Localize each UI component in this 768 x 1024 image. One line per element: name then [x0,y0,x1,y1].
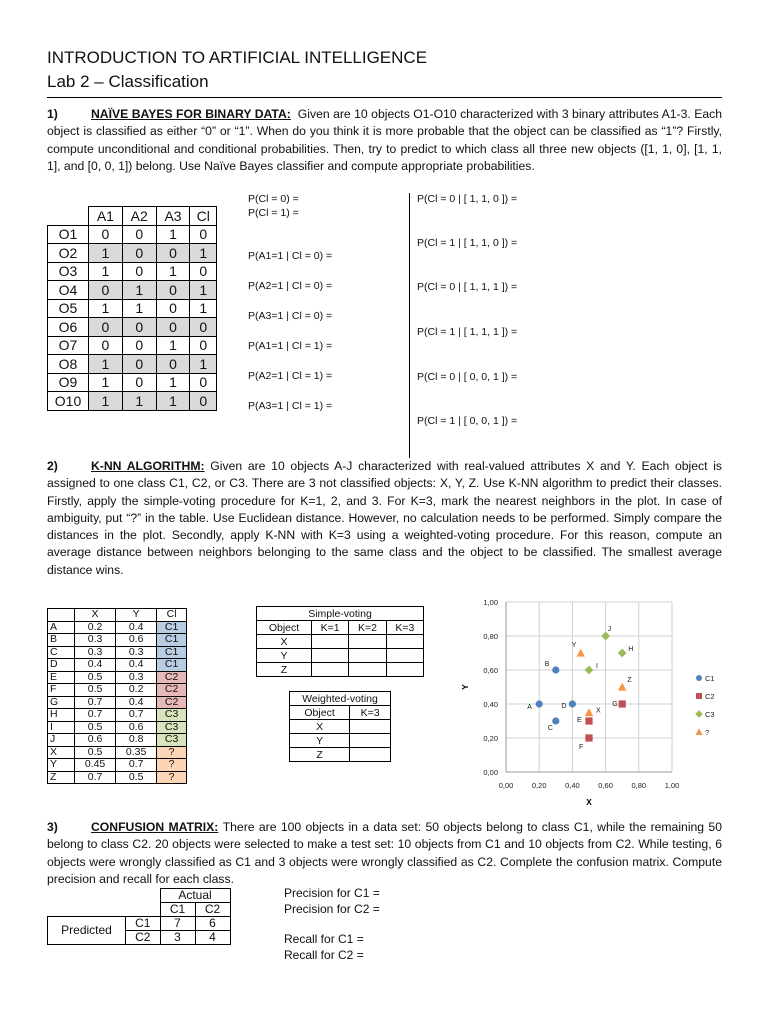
simple_voting-object: Z [257,663,312,677]
point-label: X [596,707,601,715]
point-h [618,649,627,658]
knn-header-cell: X [75,609,116,622]
weighted_voting-title-row [290,692,391,706]
simple_voting-header: K=3 [386,621,423,635]
legend-label: ? [705,728,710,737]
nb-cell: 0 [89,336,123,355]
nb-row [48,244,217,263]
nb-object-label: O10 [48,392,89,411]
x-tick-label: 0,20 [531,781,547,790]
weighted_voting-answer-cell[interactable] [350,748,391,762]
section-3-heading: CONFUSION MATRIX: [91,820,219,834]
probability-line: P(Cl = 1) = [248,207,299,219]
nb-row [48,262,217,281]
y-axis-label: Y [460,684,470,690]
nb-cell: 0 [156,281,190,300]
knn-object-label: G [48,696,75,709]
nb-cell: 1 [190,355,217,374]
knn-cell: ? [157,771,187,784]
knn-row [48,721,187,734]
knn-cell: C1 [157,621,187,634]
nb-object-label: O9 [48,373,89,392]
knn-cell: C3 [157,734,187,747]
knn-row [48,759,187,772]
simple_voting-title-row [257,607,424,621]
knn-row [48,771,187,784]
weighted_voting-row [290,734,391,748]
nb-row [48,281,217,300]
nb-cell: 1 [156,336,190,355]
weighted_voting-row [290,748,391,762]
legend-label: C3 [705,710,715,719]
simple_voting-header: K=1 [312,621,349,635]
cm-corner [48,903,126,917]
knn-cell: C1 [157,646,187,659]
knn-cell: C1 [157,634,187,647]
knn-cell: C3 [157,721,187,734]
nb-header-cell: Cl [190,207,217,226]
point-y [577,649,585,657]
knn-header-cell [48,609,75,622]
point-label: A [527,704,532,711]
section-3-paragraph [47,819,722,888]
nb-cell: 0 [190,336,217,355]
knn-cell: 0.2 [75,621,116,634]
point-d [569,700,576,707]
section-3-number: 3) [47,820,58,834]
knn-row [48,646,187,659]
nb-row [48,355,217,374]
posterior-line: P(Cl = 0 | [ 1, 1, 0 ]) = [417,193,518,205]
point-a [536,700,543,707]
nb-cell: 0 [190,225,217,244]
nb-object-label: O4 [48,281,89,300]
x-axis-label: X [586,797,592,807]
nb-cell: 0 [122,336,156,355]
posterior-line: P(Cl = 0 | [ 1, 1, 1 ]) = [417,281,518,293]
nb-cell: 0 [190,392,217,411]
nb-header-cell: A2 [122,207,156,226]
knn-cell: 0.6 [116,721,157,734]
cm-row-header: C1 [126,917,161,931]
posterior-line: P(Cl = 1 | [ 1, 1, 0 ]) = [417,237,518,249]
point-z [618,683,626,691]
metrics-spacer [284,917,380,932]
knn-row [48,659,187,672]
nb-object-label: O5 [48,299,89,318]
simple_voting-header-row [257,621,424,635]
precision-c1: Precision for C1 = [284,886,380,900]
knn-cell: 0.2 [116,684,157,697]
simple_voting-answer-cell[interactable] [312,649,349,663]
nb-cell: 0 [122,373,156,392]
knn-row [48,709,187,722]
x-tick-label: 0,00 [498,781,514,790]
knn-cell: 0.4 [116,621,157,634]
nb-cell: 0 [122,225,156,244]
knn-cell: C2 [157,696,187,709]
knn-object-label: J [48,734,75,747]
knn-object-label: E [48,671,75,684]
probability-line: P(A3=1 | Cl = 1) = [248,400,333,412]
nb-cell: 0 [190,318,217,337]
section-1-heading: NAÏVE BAYES FOR BINARY DATA: [91,107,291,121]
knn-object-label: A [48,621,75,634]
nb-cell: 1 [89,299,123,318]
cm-col-header: C1 [160,903,195,917]
nb-cell: 0 [156,299,190,318]
nb-cell: 1 [89,244,123,263]
cm-cell: 7 [160,917,195,931]
legend-marker [696,675,702,681]
knn-cell: 0.3 [116,671,157,684]
knn-cell: 0.3 [116,646,157,659]
cm-cell: 6 [195,917,230,931]
simple_voting-header: Object [257,621,312,635]
cm-col-header: C2 [195,903,230,917]
cm-corner [126,889,161,903]
simple_voting-answer-cell[interactable] [312,663,349,677]
section-1-paragraph [47,106,722,175]
weighted_voting-header: K=3 [350,706,391,720]
legend-marker [695,710,703,718]
cm-row-header: C2 [126,931,161,945]
nb-cell: 1 [156,262,190,281]
nb-cell: 1 [190,281,217,300]
nb-header-cell: A1 [89,207,123,226]
legend-label: C2 [705,692,715,701]
point-label: I [596,663,598,670]
probability-line: P(A2=1 | Cl = 0) = [248,280,333,292]
knn-object-label: D [48,659,75,672]
knn-row [48,671,187,684]
knn-cell: 0.6 [75,734,116,747]
nb-cell: 1 [122,392,156,411]
nb-cell: 0 [89,318,123,337]
simple_voting-answer-cell[interactable] [386,635,423,649]
nb-cell: 1 [156,225,190,244]
weighted_voting-object: Z [290,748,350,762]
nb-cell: 0 [156,355,190,374]
simple_voting-answer-cell[interactable] [349,649,386,663]
nb-cell: 1 [89,355,123,374]
knn-cell: C1 [157,659,187,672]
weighted_voting-title: Weighted-voting [290,692,391,706]
knn-cell: 0.5 [116,771,157,784]
posterior-line: P(Cl = 1 | [ 0, 0, 1 ]) = [417,415,518,427]
precision-c2: Precision for C2 = [284,901,380,916]
nb-row [48,318,217,337]
cm-corner [126,903,161,917]
nb-row [48,225,217,244]
nb-cell: 0 [156,244,190,263]
cm-predicted-label: Predicted [48,917,126,945]
knn-object-label: Y [48,759,75,772]
simple_voting-row [257,635,424,649]
simple_voting-answer-cell[interactable] [386,663,423,677]
knn-header-cell: Y [116,609,157,622]
knn-header-cell: Cl [157,609,187,622]
knn-row [48,734,187,747]
knn-cell: 0.7 [75,696,116,709]
cm-actual-label: Actual [160,889,230,903]
knn-scatter-plot [448,592,728,814]
point-f [585,734,592,741]
knn-cell: C3 [157,709,187,722]
section-1-text: Given are 10 objects O1-O10 characterized with 3 binary attributes A1-3. Each object is classified as either “0” or “1”. When do you think it is more probable that the object can be classified as “1”? Firstly, compute unconditional and conditional probabilities. Then, try to predict to which class all three new objects ([1, 1, 0], [1, 1, 1], and [0, 0, 1]) belong. Use Naïve Bayes classifier and compute appropriate probabilities. [47,107,723,173]
knn-cell: ? [157,759,187,772]
weighted_voting-answer-cell[interactable] [350,734,391,748]
knn-cell: 0.3 [75,646,116,659]
legend-marker [696,693,702,699]
nb-row [48,299,217,318]
section-2-number: 2) [47,459,58,473]
nb-cell: 0 [190,262,217,281]
cm-cell: 4 [195,931,230,945]
point-label: C [547,725,553,732]
probability-line: P(A1=1 | Cl = 0) = [248,250,333,262]
point-label: F [579,744,584,751]
knn-cell: 0.7 [116,709,157,722]
nb-header-cell: A3 [156,207,190,226]
weighted_voting-header: Object [290,706,350,720]
knn-header-row [48,609,187,622]
knn-cell: 0.5 [75,746,116,759]
point-x [585,708,593,716]
nb-row [48,392,217,411]
nb-cell: 1 [89,262,123,281]
simple_voting-answer-cell[interactable] [349,663,386,677]
point-i [585,666,594,675]
cm-corner [48,889,126,903]
probability-line: P(A3=1 | Cl = 0) = [248,310,333,322]
knn-row [48,696,187,709]
point-label: D [561,703,567,710]
knn-cell: 0.4 [116,659,157,672]
simple_voting-answer-cell[interactable] [312,635,349,649]
nb-cell: 0 [122,318,156,337]
recall-c2: Recall for C2 = [284,947,364,962]
weighted-voting-table [289,691,391,762]
section-2-text: Given are 10 objects A-J characterized with real-valued attributes X and Y. Each object is assigned to one class C1, C2, or C3. There are 3 not classified objects: X, Y, Z. Use K-NN algorithm to predict their classes. Firstly, apply the simple-voting procedure for K=1, 2, and 3. For K=3, mark the nearest neighbors in the plot. In case of ambiguity, put “?” in the table. Use Euclidean distance. However, no calculation needs to be performed. Simply compare the distances in the plot. Secondly, apply K-NN with K=3 using a weighted-voting procedure. For this reason, compute an average distance between neighbors belonging to the same class and the object to be classified. The smallest average distance wins. [47,459,723,577]
knn-cell: 0.35 [116,746,157,759]
recall-c1: Recall for C1 = [284,932,364,946]
knn-object-label: I [48,721,75,734]
point-label: H [628,646,634,653]
probability-line: P(A1=1 | Cl = 1) = [248,340,333,352]
knn-object-label: Z [48,771,75,784]
simple-voting-table [256,606,424,677]
point-g [619,700,626,707]
cm-cell: 3 [160,931,195,945]
section-1-number: 1) [47,107,58,121]
knn-objects-table [47,608,187,784]
x-tick-label: 0,80 [631,781,647,790]
knn-row [48,634,187,647]
posterior-line: P(Cl = 1 | [ 1, 1, 1 ]) = [417,326,518,338]
section-2-heading: K-NN ALGORITHM: [91,459,205,473]
probability-line: P(A2=1 | Cl = 1) = [248,370,333,382]
nb-cell: 1 [190,244,217,263]
weighted_voting-object: X [290,720,350,734]
point-label: B [544,661,550,668]
nb-object-label: O7 [48,336,89,355]
knn-object-label: B [48,634,75,647]
section-2-paragraph [47,458,722,579]
weighted_voting-object: Y [290,734,350,748]
x-tick-label: 0,40 [565,781,580,790]
nb-object-label: O3 [48,262,89,281]
simple_voting-row [257,649,424,663]
knn-row [48,621,187,634]
weighted_voting-answer-cell[interactable] [350,720,391,734]
knn-row [48,746,187,759]
point-label: Z [627,677,632,684]
knn-cell: 0.4 [116,696,157,709]
point-e [585,717,592,724]
point-b [552,666,559,673]
x-tick-label: 0,60 [598,781,613,790]
nb-object-label: O1 [48,225,89,244]
knn-cell: 0.5 [75,721,116,734]
nb-cell: 0 [156,318,190,337]
legend-label: C1 [705,674,715,683]
point-label: Y [571,642,577,649]
point-label: E [577,717,582,724]
nb-object-label: O2 [48,244,89,263]
knn-object-label: X [48,746,75,759]
knn-cell: 0.4 [75,659,116,672]
nb-cell: 1 [122,281,156,300]
knn-object-label: C [48,646,75,659]
nb-cell: 0 [122,355,156,374]
y-tick-label: 0,60 [483,666,498,675]
knn-cell: 0.3 [75,634,116,647]
nb-cell: 1 [122,299,156,318]
knn-object-label: H [48,709,75,722]
knn-row [48,684,187,697]
metrics-block [284,886,380,963]
x-tick-label: 1,00 [664,781,680,790]
nb-cell: 0 [190,373,217,392]
section-3-text: There are 100 objects in a data set: 50 objects belong to class C1, while the remaining 50 belong to class C2. 20 objects were selected to make a test set: 10 objects from C1 and 10 objects from C2. While testing, 6 objects were wrongly classified as C1 and 3 objects were wrongly classified as C2. Complete the confusion matrix. Compute precision and recall for each class. [47,820,722,886]
point-c [552,717,559,724]
knn-cell: C2 [157,684,187,697]
document-title: INTRODUCTION TO ARTIFICIAL INTELLIGENCE [47,48,428,67]
title-divider [47,97,722,98]
simple_voting-header: K=2 [349,621,386,635]
y-tick-label: 0,80 [483,632,498,641]
knn-cell: C2 [157,671,187,684]
knn-cell: 0.7 [116,759,157,772]
nb-header-row [48,207,217,226]
nb-row [48,336,217,355]
knn-cell: 0.8 [116,734,157,747]
knn-object-label: F [48,684,75,697]
simple_voting-answer-cell[interactable] [386,649,423,663]
legend-marker [695,728,702,735]
knn-cell: ? [157,746,187,759]
simple_voting-title: Simple-voting [257,607,424,621]
simple_voting-object: Y [257,649,312,663]
nb-row [48,373,217,392]
nb-cell: 1 [190,299,217,318]
nb-cell: 0 [89,281,123,300]
simple_voting-answer-cell[interactable] [349,635,386,649]
nb-cell: 0 [122,262,156,281]
knn-cell: 0.7 [75,709,116,722]
confusion-matrix [47,888,231,945]
naive-bayes-table [47,206,217,411]
nb-header-cell [48,207,89,226]
nb-cell: 0 [122,244,156,263]
probabilities-divider [409,193,410,458]
point-label: J [607,626,612,633]
nb-cell: 1 [156,373,190,392]
nb-cell: 1 [89,392,123,411]
nb-object-label: O6 [48,318,89,337]
weighted_voting-row [290,720,391,734]
knn-cell: 0.5 [75,671,116,684]
weighted_voting-header-row [290,706,391,720]
nb-cell: 1 [156,392,190,411]
y-tick-label: 0,40 [483,700,498,709]
y-tick-label: 1,00 [483,598,498,607]
y-tick-label: 0,00 [483,768,498,777]
knn-cell: 0.6 [116,634,157,647]
nb-cell: 1 [89,373,123,392]
probability-line: P(Cl = 0) = [248,193,299,205]
knn-cell: 0.5 [75,684,116,697]
point-label: G [612,701,618,708]
knn-cell: 0.7 [75,771,116,784]
nb-object-label: O8 [48,355,89,374]
y-tick-label: 0,20 [483,734,498,743]
simple_voting-object: X [257,635,312,649]
knn-cell: 0.45 [75,759,116,772]
posterior-line: P(Cl = 0 | [ 0, 0, 1 ]) = [417,371,518,383]
document-subtitle: Lab 2 – Classification [47,72,209,91]
simple_voting-row [257,663,424,677]
nb-cell: 0 [89,225,123,244]
